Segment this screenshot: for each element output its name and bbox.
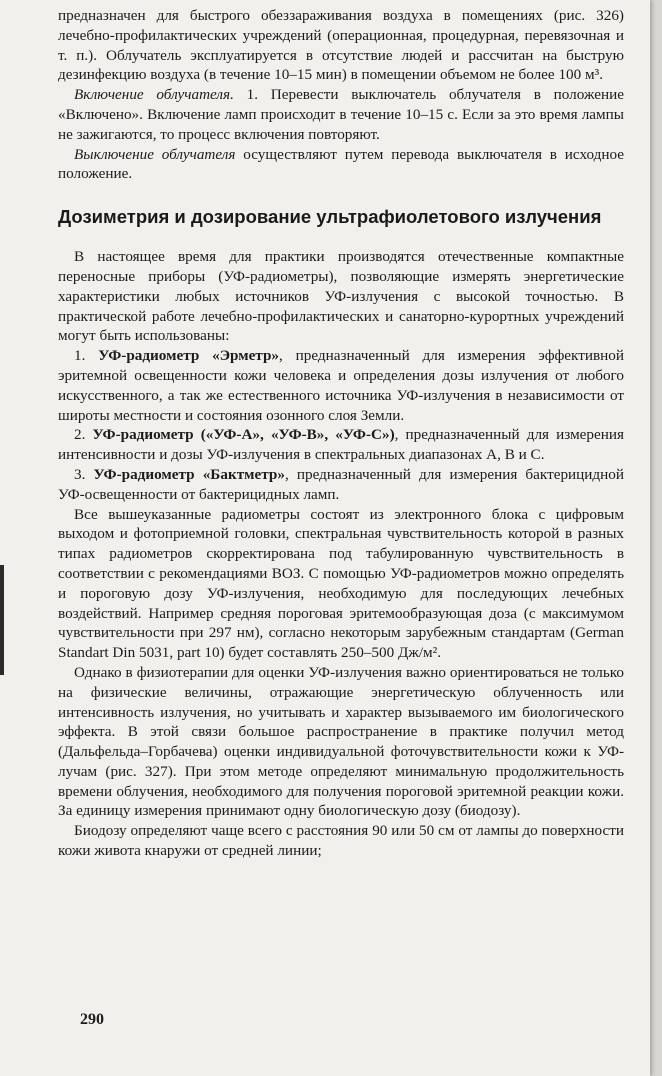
list-item-2-number: 2. (74, 426, 93, 444)
section-heading: Дозиметрия и дозирование ультрафиолетового излучения (58, 206, 602, 228)
list-item-3-title: УФ-радиометр «Бактметр» (93, 465, 285, 483)
list-item-3-number: 3. (74, 465, 94, 483)
list-item-1-text: , предназначенный для измерения эффективной эритемной освещенности кожи человека и определения дозы излучения от любого искусственного, а так же естественного источника УФ-излучения в независимости от широты местности и состояния озонного слоя Земли. (58, 347, 624, 424)
switch-on-lead: Включение облучателя. (74, 86, 234, 104)
switch-off-paragraph (58, 145, 624, 185)
text-column (58, 6, 624, 861)
intro-paragraph: предназначен для быстрого обеззараживания воздуха в помещениях (рис. 326) лечебно-профилактических учреждений (операционная, процедурная, перевязочная и т. п.). Облучатель эксплуатируется в отсутствие людей и рассчитан на быструю дезинфекцию воздуха (в течение 10–15 мин) в помещении объемом не более 100 м³. (58, 7, 624, 84)
list-item-2-title: УФ-радиометр («УФ-А», «УФ-В», «УФ-С») (92, 426, 395, 444)
list-item-3-text: , предназначенный для измерения бактерицидной УФ-освещенности от бактерицидных ламп. (58, 465, 625, 503)
list-item-2-text: , предназначенный для измерения интенсивности и дозы УФ-излучения в спектральных диапазонах А, В и С. (58, 426, 625, 464)
list-item-2 (58, 425, 624, 465)
list-item-1-title: УФ-радиометр «Эрметр» (98, 347, 279, 365)
list-item-1 (58, 346, 624, 425)
list-item-1-number: 1. (74, 347, 99, 365)
page-number: 290 (80, 1011, 104, 1028)
section-paragraph-4: Биодозу определяют чаще всего с расстояния 90 или 50 см от лампы до поверхности кожи живота кнаружи от средней линии; (58, 822, 624, 860)
section-paragraph-1: В настоящее время для практики производятся отечественные компактные переносные приборы (УФ-радиометры), позволяющие измерять энергетические характеристики любых источников УФ-излучения с высокой точностью. В практической работе лечебно-профилактических и санаторно-курортных учреждений могут быть использованы: (58, 248, 624, 345)
switch-on-paragraph (58, 85, 624, 144)
switch-off-text: осуществляют путем перевода выключателя в исходное положение. (58, 145, 625, 183)
switch-on-text: 1. Перевести выключатель облучателя в положение «Включено». Включение ламп происходит в течение 10–15 с. Если за это время лампы не зажигаются, то процесс включения повторяют. (58, 86, 625, 143)
list-item-3 (58, 465, 624, 505)
switch-off-lead: Выключение облучателя (74, 145, 236, 163)
section-paragraph-3: Однако в физиотерапии для оценки УФ-излучения важно ориентироваться не только на физические величины, отражающие энергетическую облученность или интенсивность излучения, но учитывать и характер вызываемого им биологического эффекта. В этой связи большое распространение в практике получил метод (Дальфельда–Горбачева) оценки индивидуальной фоточувствительности кожи к УФ-лучам (рис. 327). При этом методе определяют минимальную продолжительность времени облучения, необходимого для получения пороговой эритемной реакции кожи. За единицу измерения принимают одну биологическую дозу (биодозу). (58, 663, 624, 820)
section-paragraph-2: Все вышеуказанные радиометры состоят из электронного блока с цифровым выходом и фотоприемной головки, спектральная чувствительность которой в разных типах радиометров скорректирована под табулированную чувствительность в соответствии с рекомендациями ВОЗ. С помощью УФ-радиометров можно определять и пороговую дозу УФ-излучения, необходимую для последующих лечебных воздействий. Например средняя пороговая эритемообразующая доза (с максимумом чувствительности при 297 нм), согласно некоторым зарубежным стандартам (German Standart Din 5031, part 10) будет составлять 250–500 Дж/м². (58, 505, 624, 662)
page-edge-shadow (0, 565, 4, 675)
